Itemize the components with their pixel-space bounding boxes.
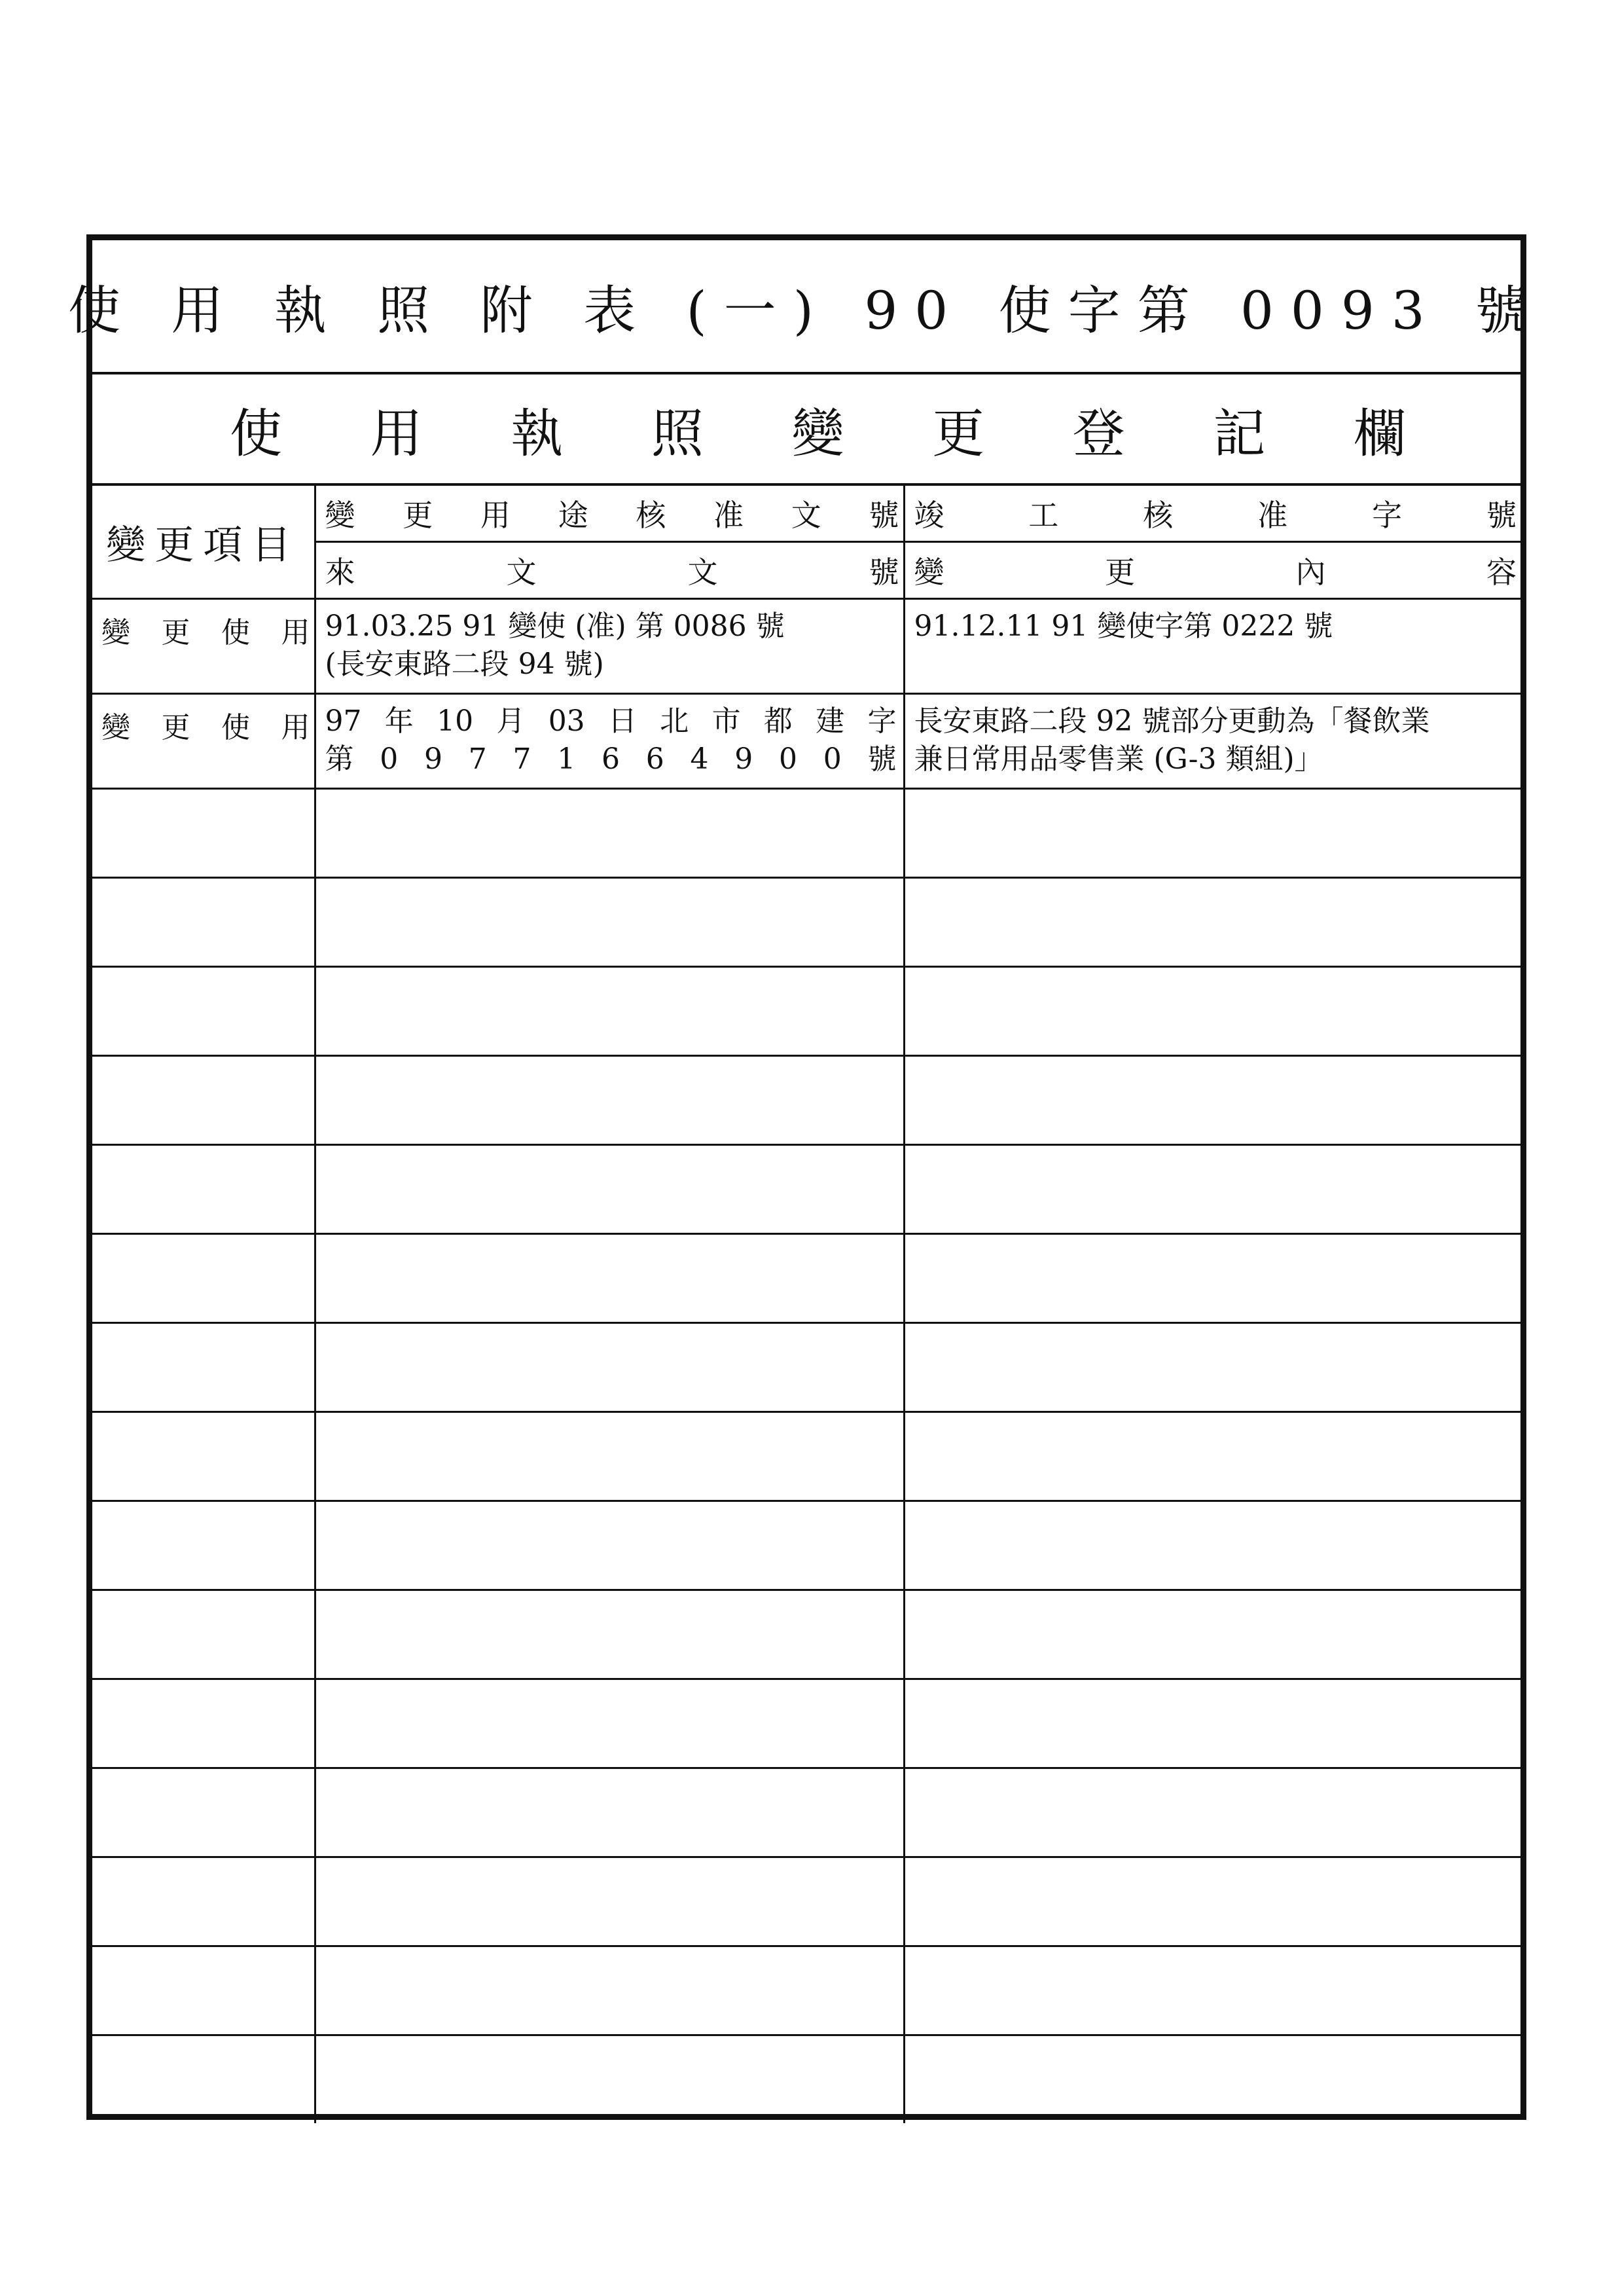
header-char: 容 <box>1486 555 1517 590</box>
item-char: 變 <box>101 711 130 744</box>
empty-cell <box>904 1056 1520 1145</box>
doc-token: 字 <box>867 704 897 738</box>
empty-cell <box>92 1412 315 1501</box>
empty-row <box>92 1412 1520 1501</box>
doc-token: 年 <box>384 704 414 738</box>
content-line: 長安東路二段 92 號部分更動為「餐飲業 <box>914 704 1430 738</box>
empty-row <box>92 789 1520 878</box>
empty-cell <box>904 789 1520 878</box>
document-cell <box>315 599 904 694</box>
form-title: 使 用 執 照 附 表 (一) 90 使字第 0093 號 <box>92 240 1520 374</box>
doc-token: 都 <box>763 704 793 738</box>
empty-cell <box>92 1323 315 1412</box>
header-approval-doc <box>315 486 904 542</box>
header-char: 內 <box>1295 555 1326 590</box>
empty-cell <box>92 1145 315 1234</box>
change-item-cell <box>92 694 315 789</box>
empty-row <box>92 1590 1520 1679</box>
empty-cell <box>92 1234 315 1323</box>
empty-cell <box>92 2035 315 2124</box>
doc-token: 9 <box>734 742 753 776</box>
doc-token: 1 <box>557 742 576 776</box>
empty-row <box>92 1679 1520 1768</box>
item-char: 變 <box>101 616 130 649</box>
document-line <box>325 702 897 740</box>
header-change-content <box>904 542 1520 599</box>
empty-row <box>92 1234 1520 1323</box>
empty-cell <box>92 1679 315 1768</box>
empty-row <box>92 1145 1520 1234</box>
header-char: 核 <box>1143 498 1174 533</box>
doc-token: 6 <box>602 742 620 776</box>
header-char: 來 <box>325 555 355 590</box>
doc-token: 97 <box>325 704 362 738</box>
empty-row <box>92 1946 1520 2035</box>
empty-cell <box>315 878 904 967</box>
doc-token: 號 <box>867 742 897 776</box>
empty-cell <box>315 967 904 1056</box>
item-char: 用 <box>281 616 310 649</box>
document-line: (長安東路二段 94 號) <box>325 647 604 681</box>
header-char: 途 <box>558 498 588 533</box>
doc-token: 7 <box>512 742 531 776</box>
doc-token: 第 <box>325 742 354 776</box>
header-char: 核 <box>636 498 666 533</box>
empty-cell <box>904 1946 1520 2035</box>
empty-row <box>92 1056 1520 1145</box>
doc-token: 6 <box>645 742 664 776</box>
header-char: 工 <box>1028 498 1059 533</box>
empty-cell <box>92 878 315 967</box>
item-char: 使 <box>221 711 250 744</box>
empty-row <box>92 1501 1520 1590</box>
empty-row <box>92 967 1520 1056</box>
doc-token: 4 <box>690 742 709 776</box>
content-line: 91.12.11 91 變使字第 0222 號 <box>914 610 1333 643</box>
empty-cell <box>92 1946 315 2035</box>
empty-cell <box>315 1145 904 1234</box>
license-attachment-form <box>67 234 1545 2120</box>
header-char: 變 <box>914 555 944 590</box>
doc-token: 9 <box>424 742 442 776</box>
empty-cell <box>92 1590 315 1679</box>
empty-cell <box>315 1768 904 1857</box>
doc-token: 0 <box>779 742 797 776</box>
doc-token: 10 <box>437 704 474 738</box>
doc-token: 0 <box>380 742 399 776</box>
header-char: 文 <box>791 498 821 533</box>
item-char: 更 <box>161 711 190 744</box>
section-title <box>92 374 1520 486</box>
empty-cell <box>904 1323 1520 1412</box>
header-char: 文 <box>687 555 718 590</box>
document-line: 91.03.25 91 變使 (准) 第 0086 號 <box>325 610 785 643</box>
empty-cell <box>315 1590 904 1679</box>
section-title-char: 更 <box>932 403 985 464</box>
empty-cell <box>315 1412 904 1501</box>
empty-row <box>92 1323 1520 1412</box>
empty-cell <box>904 1501 1520 1590</box>
header-char: 變 <box>325 498 355 533</box>
section-title-char: 執 <box>511 403 564 464</box>
empty-cell <box>92 967 315 1056</box>
empty-cell <box>904 1679 1520 1768</box>
table-row <box>92 599 1520 694</box>
empty-cell <box>315 1323 904 1412</box>
empty-cell <box>315 1501 904 1590</box>
section-title-char: 用 <box>370 403 423 464</box>
empty-cell <box>904 1145 1520 1234</box>
change-item-cell <box>92 599 315 694</box>
section-title-char: 照 <box>651 403 704 464</box>
document-cell <box>315 694 904 789</box>
item-char: 更 <box>161 616 190 649</box>
header-char: 字 <box>1372 498 1403 533</box>
content-cell <box>904 599 1520 694</box>
empty-row <box>92 2035 1520 2124</box>
header-char: 更 <box>403 498 433 533</box>
header-char: 更 <box>1105 555 1135 590</box>
empty-cell <box>315 1234 904 1323</box>
empty-cell <box>904 967 1520 1056</box>
doc-token: 北 <box>660 704 689 738</box>
header-char: 准 <box>1257 498 1288 533</box>
document-line <box>325 740 897 778</box>
empty-cell <box>904 1857 1520 1946</box>
empty-cell <box>904 2035 1520 2124</box>
change-record-table <box>92 486 1520 2123</box>
empty-cell <box>92 1501 315 1590</box>
header-incoming-doc <box>315 542 904 599</box>
section-title-char: 記 <box>1213 403 1266 464</box>
table-row <box>92 694 1520 789</box>
empty-cell <box>904 878 1520 967</box>
empty-cell <box>315 1946 904 2035</box>
doc-token: 月 <box>496 704 526 738</box>
section-title-char: 變 <box>791 403 844 464</box>
item-char: 用 <box>281 711 310 744</box>
empty-cell <box>904 1590 1520 1679</box>
empty-cell <box>315 1056 904 1145</box>
empty-row <box>92 1768 1520 1857</box>
header-char: 文 <box>506 555 537 590</box>
header-completion-number <box>904 486 1520 542</box>
empty-cell <box>92 1768 315 1857</box>
empty-cell <box>315 1857 904 1946</box>
section-title-char: 登 <box>1072 403 1125 464</box>
header-char: 號 <box>869 498 899 533</box>
empty-cell <box>92 1857 315 1946</box>
header-char: 准 <box>713 498 744 533</box>
empty-cell <box>315 789 904 878</box>
header-char: 竣 <box>914 498 944 533</box>
empty-row <box>92 878 1520 967</box>
header-char: 號 <box>1486 498 1517 533</box>
doc-token: 7 <box>468 742 487 776</box>
header-row-1 <box>92 486 1520 542</box>
empty-cell <box>904 1234 1520 1323</box>
doc-token: 0 <box>823 742 842 776</box>
empty-cell <box>315 1679 904 1768</box>
empty-cell <box>904 1768 1520 1857</box>
empty-row <box>92 1857 1520 1946</box>
doc-token: 日 <box>607 704 637 738</box>
content-line: 兼日常用品零售業 (G-3 類組)」 <box>914 742 1323 776</box>
doc-token: 市 <box>711 704 741 738</box>
header-char: 號 <box>869 555 899 590</box>
section-title-char: 使 <box>230 403 282 464</box>
content-cell <box>904 694 1520 789</box>
doc-token: 03 <box>548 704 585 738</box>
empty-cell <box>315 2035 904 2124</box>
empty-cell <box>92 1056 315 1145</box>
doc-token: 建 <box>816 704 845 738</box>
empty-cell <box>92 789 315 878</box>
header-char: 用 <box>480 498 511 533</box>
empty-cell <box>904 1412 1520 1501</box>
section-title-char: 欄 <box>1354 403 1406 464</box>
item-char: 使 <box>221 616 250 649</box>
header-change-item: 變更項目 <box>92 486 315 599</box>
